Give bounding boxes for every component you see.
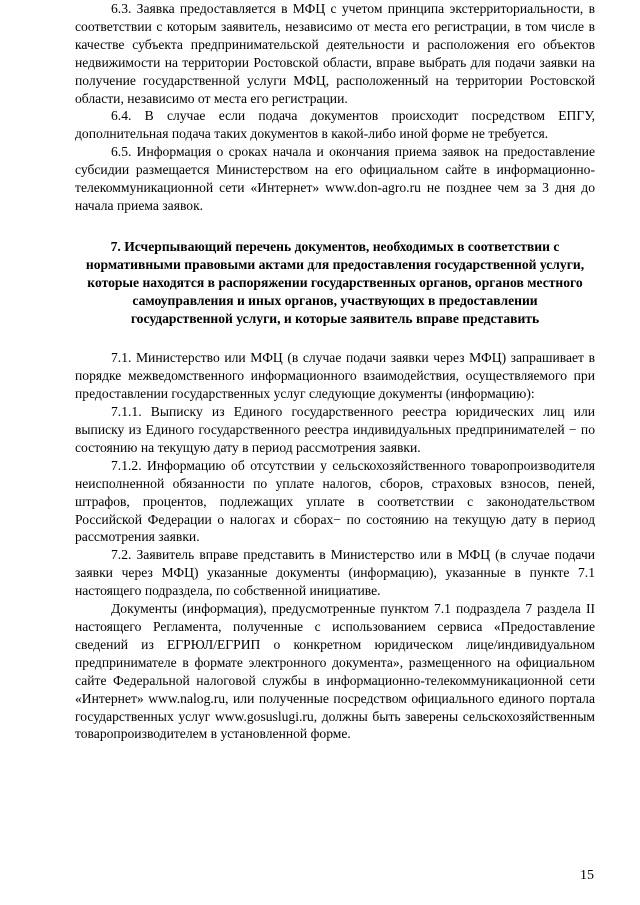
paragraph-7-1-2: 7.1.2. Информацию об отсутствии у сельскохозяйственного товаропроизводителя неисполненной обязанности по уплате налогов, сборов, страховых взносов, пеней, штрафов, процентов, подлежащих уплате в соответствии с законодательством Российской Федерации о налогах и сборах− по состоянию на текущую дату в период рассмотрения заявки. [75, 457, 595, 545]
paragraph-7-2: 7.2. Заявитель вправе представить в Министерство или в МФЦ (в случае подачи заявки через МФЦ) указанные документы (информацию), указанные в пункте 7.1 настоящего подраздела, по собственной инициативе. [75, 547, 595, 599]
paragraph-7-1: 7.1. Министерство или МФЦ (в случае подачи заявки через МФЦ) запрашивает в порядке межведомственного информационного взаимодействия, осуществляемого при предоставлении государственных услуг следующие документы (информацию): [75, 350, 595, 402]
page-content [75, 0, 595, 743]
paragraph-6-3: 6.3. Заявка предоставляется в МФЦ с учетом принципа экстерриториальности, в соответствии с которым заявитель, независимо от места его регистрации, в том числе в качестве субъекта предпринимательской деятельности и расположения его объектов недвижимости на территории Ростовской области, вправе выбрать для подачи заявки на получение государственной услуги МФЦ, расположенный на территории Ростовской области, независимо от места его регистрации. [75, 1, 595, 106]
paragraph-6-4: 6.4. В случае если подача документов происходит посредством ЕПГУ, дополнительная подача таких документов в какой-либо иной форме не требуется. [75, 108, 595, 142]
section-7-heading: 7. Исчерпывающий перечень документов, необходимых в соответствии с нормативными правовыми актами для предоставления государственной услуги, которые находятся в распоряжении государственных органов, органов местного самоуправления и иных органов, участвующих в предоставлении государственной услуги, и которые заявитель вправе представить [85, 238, 585, 326]
paragraph-documents-info: Документы (информация), предусмотренные пунктом 7.1 подраздела 7 раздела II настоящего Регламента, полученные с использованием сервиса «Предоставление сведений из ЕГРЮЛ/ЕГРИП о конкретном юридическом лице/индивидуальном предпринимателе в формате электронного документа», размещенного на официальном сайте Федеральной налоговой службы в информационно-телекоммуникационной сети «Интернет» www.nalog.ru, или полученные посредством официального единого портала государственных услуг www.gosuslugi.ru, должны быть заверены сельскохозяйственным товаропроизводителем в установленной форме. [75, 601, 595, 742]
paragraph-6-5: 6.5. Информация о сроках начала и окончания приема заявок на предоставление субсидии размещается Министерством на его официальном сайте в информационно-телекоммуникационной сети «Интернет» www.don-agro.ru не позднее чем за 3 дня до начала приема заявок. [75, 144, 595, 213]
paragraph-7-1-1: 7.1.1. Выписку из Единого государственного реестра юридических лиц или выписку из Единого государственного реестра индивидуальных предпринимателей − по состоянию на текущую дату в период рассмотрения заявки. [75, 404, 595, 455]
page-number: 15 [580, 868, 594, 883]
